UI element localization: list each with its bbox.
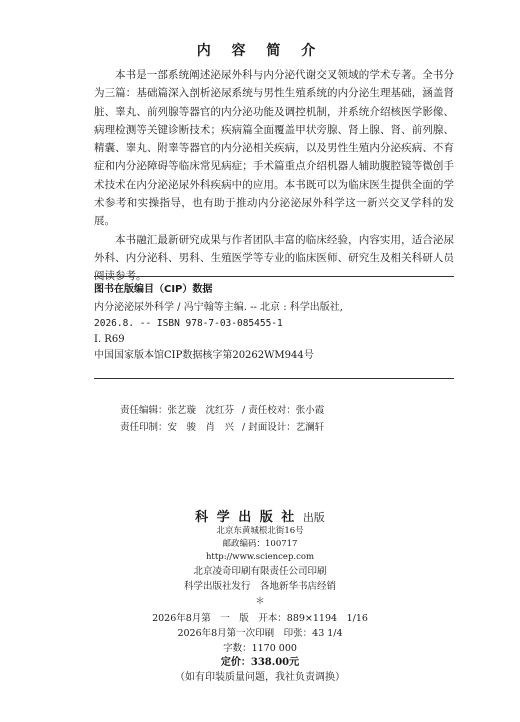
proofreader-name: 张小霞 bbox=[295, 405, 325, 416]
cover-designer-name: 艺澜轩 bbox=[295, 422, 325, 433]
separator-asterisk: ＊ bbox=[255, 596, 265, 607]
cover-design-label: / 封面设计： bbox=[242, 422, 296, 433]
cip-line-title: 内分泌泌尿外科学 / 冯宁翰等主编. -- 北京 : 科学出版社, bbox=[94, 302, 343, 313]
edition-info: 2026年8月第 一 版 开本：889×1194 1/16 bbox=[152, 613, 368, 624]
cip-top-divider bbox=[94, 276, 454, 277]
publisher-website: http://www.sciencep.com bbox=[205, 552, 315, 562]
printing-info: 2026年8月第一次印刷 印张：43 1/4 bbox=[177, 627, 343, 639]
cip-line-isbn: 2026.8. -- ISBN 978-7-03-085455-1 bbox=[94, 318, 283, 329]
abstract bbox=[94, 66, 454, 286]
proofreader-label: / 责任校对： bbox=[242, 405, 296, 416]
credits-row-editors bbox=[120, 402, 450, 419]
cip-line-record-number: 中国国家版本馆CIP数据核字第20262WM944号 bbox=[94, 350, 314, 361]
cip-line-classification: Ⅰ. R69 bbox=[94, 334, 125, 345]
print-supervisor-names: 安 骏 肖 兴 bbox=[167, 422, 235, 433]
publisher-postcode: 邮政编码：100717 bbox=[222, 539, 298, 549]
price: 定价：338.00元 bbox=[220, 657, 300, 669]
quality-note: （如有印装质量问题，我社负责调换） bbox=[175, 672, 345, 684]
print-supervisor-label: 责任印制： bbox=[120, 422, 168, 433]
abstract-paragraph-1: 本书是一部系统阐述泌尿外科与内分泌代谢交叉领域的学术专著。全书分为三篇：基础篇深入剖析泌尿系统与男性生殖系统的内分泌生理基础，涵盖肾脏、睾丸、前列腺等器官的内分泌功能及调控机制，并系统介绍核医学影像、病理检测等关键诊断技术；疾病篇全面覆盖甲状旁腺、肾上腺、肾、前列腺、精囊、睾丸、附睾等器官的内分泌相关疾病，以及男性生殖内分泌疾病、不育症和内分泌障碍等临床常见病症；手术篇重点介绍机器人辅助腹腔镜等微创手术技术在内分泌泌尿外科疾病中的应用。本书既可以为临床医生提供全面的学术参考和实操指导，也有助于推动内分泌泌尿外科学这一新兴交叉学科的发展。 bbox=[94, 69, 454, 228]
credits-row-printing bbox=[120, 419, 450, 436]
specs-block bbox=[0, 612, 520, 686]
publisher-block bbox=[0, 506, 520, 609]
editor-label: 责任编辑： bbox=[120, 405, 168, 416]
publisher-suffix: 出版 bbox=[302, 511, 325, 524]
publisher-address: 北京东黄城根北街16号 bbox=[216, 526, 304, 536]
cip-bottom-divider bbox=[94, 378, 454, 379]
printer-name: 北京凌奇印刷有限责任公司印刷 bbox=[193, 566, 327, 577]
credits-block bbox=[120, 402, 450, 436]
publisher-logo bbox=[0, 506, 520, 525]
abstract-paragraph-2: 本书融汇最新研究成果与作者团队丰富的临床经验，内容实用，适合泌尿外科、内分泌科、男科、生殖医学等专业的临床医师、研究生及相关科研人员阅读参考。 bbox=[94, 233, 454, 283]
cip-heading: 图书在版编目（CIP）数据 bbox=[94, 284, 213, 295]
page-title: 内 容 简 介 bbox=[196, 43, 324, 59]
publisher-name: 科 学 出 版 社 bbox=[195, 510, 297, 525]
cip-block bbox=[94, 282, 454, 364]
editor-names: 张艺璇 沈红芬 bbox=[167, 405, 235, 416]
distribution-info: 科学出版社发行 各地新华书店经销 bbox=[183, 581, 336, 592]
word-count: 字数：1170 000 bbox=[223, 642, 297, 654]
